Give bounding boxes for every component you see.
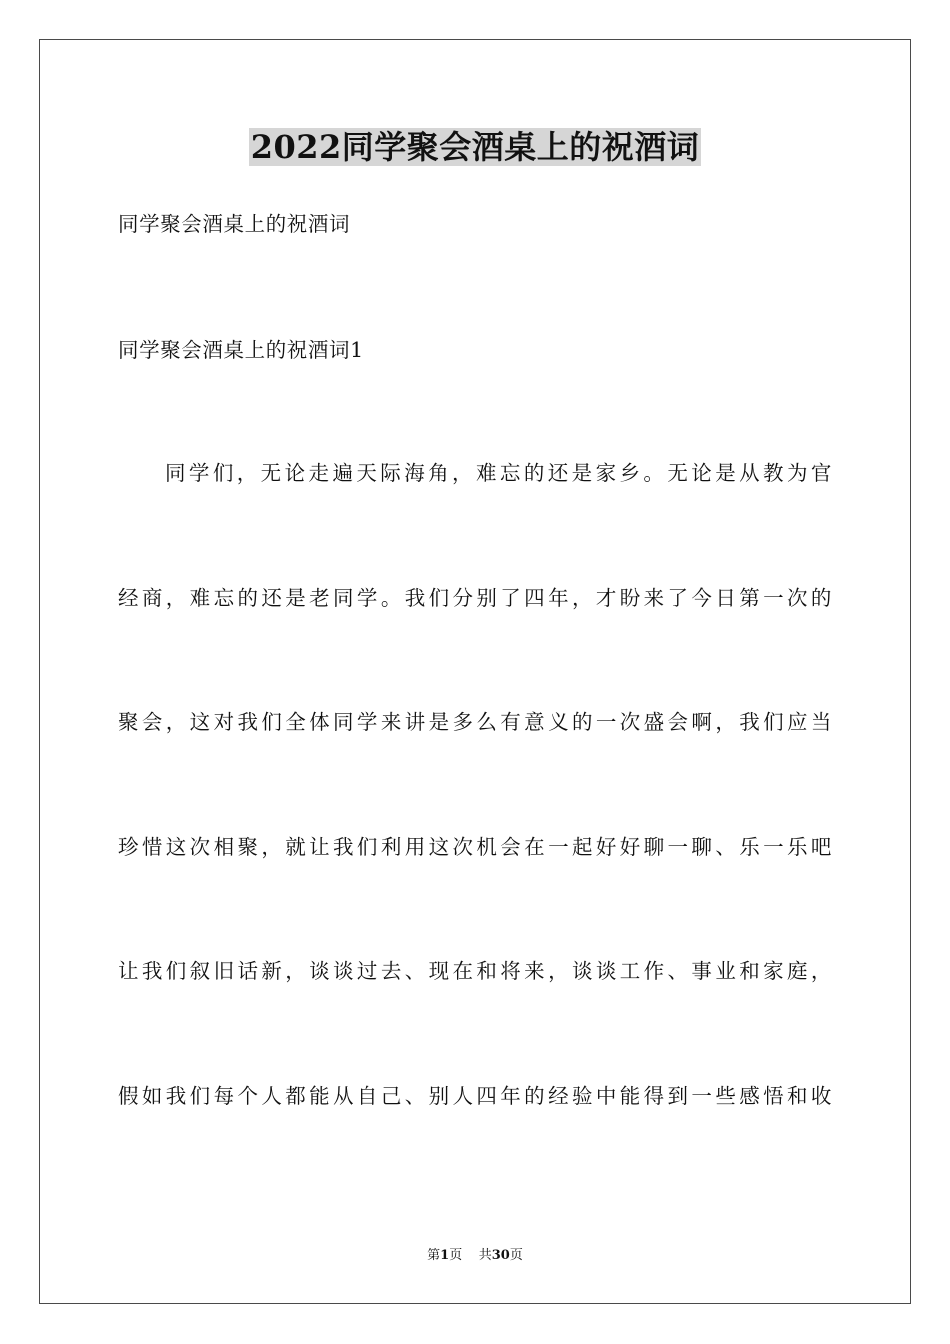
footer-page-number: 1 [440,1248,450,1263]
document-title [0,124,950,170]
footer-page-suffix: 页 [449,1248,463,1263]
paragraph-line-1: 同学们，无论走遍天际海角，难忘的还是家乡。无论是从教为官 [165,461,832,485]
document-subtitle: 同学聚会酒桌上的祝酒词 [118,212,351,236]
paragraph-line-6: 假如我们每个人都能从自己、别人四年的经验中能得到一些感悟和收 [118,1084,832,1108]
page-footer [0,1247,950,1265]
footer-total-suffix: 页 [509,1248,523,1263]
footer-total-pages: 30 [491,1248,510,1263]
paragraph-line-4: 珍惜这次相聚，就让我们利用这次机会在一起好好聊一聊、乐一乐吧 [118,835,832,859]
paragraph-line-3: 聚会，这对我们全体同学来讲是多么有意义的一次盛会啊，我们应当 [118,710,832,734]
paragraph-line-2: 经商，难忘的还是老同学。我们分别了四年，才盼来了今日第一次的 [118,586,832,610]
footer-page-prefix: 第 [427,1248,441,1263]
document-title-text: 2022同学聚会酒桌上的祝酒词 [250,128,700,166]
section-heading: 同学聚会酒桌上的祝酒词1 [118,338,364,362]
paragraph-line-5: 让我们叙旧话新，谈谈过去、现在和将来，谈谈工作、事业和家庭， [118,959,832,983]
footer-total-prefix: 共 [478,1248,492,1263]
